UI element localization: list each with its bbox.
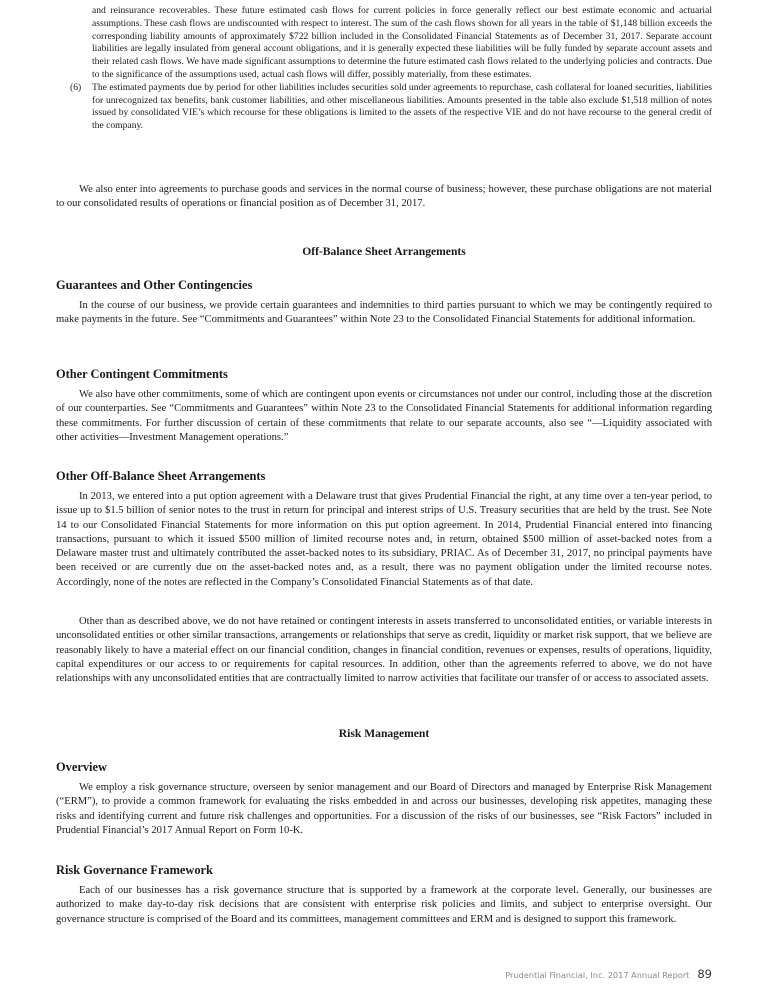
footnotes [56, 5, 712, 133]
heading-other-off-balance: Other Off-Balance Sheet Arrangements [56, 469, 266, 483]
contingent-commitments-paragraph: We also have other commitments, some of which are contingent upon events or circumstances not under our control, including those at the discretion of our counterparties. See “Commitments and Guarantees” within Note 23 to the Consolidated Financial Statements for additional information regarding these commitments. For further discussion of certain of these commitments that relate to our separate accounts, also see “—Liquidity associated with other activities—Investment Management operations.” [56, 389, 712, 443]
purchase-obligations-paragraph: We also enter into agreements to purchase goods and services in the normal course of business; however, these purchase obligations are not material to our consolidated results of operations or financial position as of December 31, 2017. [56, 184, 712, 210]
section-title-off-balance: Off-Balance Sheet Arrangements [302, 245, 466, 258]
footnote-continuation [56, 5, 712, 82]
other-off-balance-paragraph-1: In 2013, we entered into a put option agreement with a Delaware trust that gives Prudential Financial the right, at any time over a ten-year period, to issue up to $1.5 billion of senior notes to the trust in return for principal and interest strips of U.S. Treasury securities that are held by the trust. See Note 14 to our Consolidated Financial Statements for more information on this put option agreement. In 2014, Prudential Financial entered into financing transactions, pursuant to which it issued $500 million of limited recourse notes and, in return, obtained $500 million of asset-backed notes from a Delaware master trust and ultimately contributed the asset-backed notes to its subsidiary, PRIAC. As of December 31, 2017, no principal payments have been received or are currently due on the asset-backed notes and, as a result, there was no payment obligation under the limited recourse notes. Accordingly, none of the notes are reflected in the Company’s Consolidated Financial Statements as of that date. [56, 491, 712, 588]
other-off-balance-paragraph-2: Other than as described above, we do not have retained or contingent interests in assets transferred to unconsolidated entities, or variable interests in unconsolidated entities or other similar transactions, arrangements or relationships that serve as credit, liquidity or market risk support, that we believe are reasonably likely to have a material effect on our financial condition, changes in financial condition, revenues or expenses, results of operations, liquidity, capital expenditures or our access to or requirements for capital resources. In addition, other than the agreements referred to above, we do not have relationships with any unconsolidated entities that are contractually limited to narrow activities that facilitate our transfer of or access to associated assets. [56, 616, 712, 685]
overview-paragraph: We employ a risk governance structure, overseen by senior management and our Board of Directors and managed by Enterprise Risk Management (“ERM”), to provide a common framework for evaluating the risks embedded in and across our businesses, developing risk appetites, managing these risks and identifying current and future risk challenges and opportunities. For a discussion of the risks of our businesses, see “Risk Factors” included in Prudential Financial’s 2017 Annual Report on Form 10-K. [56, 782, 712, 836]
guarantees-paragraph: In the course of our business, we provide certain guarantees and indemnities to third parties pursuant to which we may be contingently required to make payments in the future. See “Commitments and Guarantees” within Note 23 to the Consolidated Financial Statements for additional information. [56, 300, 712, 326]
footnote-continuation-text: and reinsurance recoverables. These future estimated cash flows for current policies in force generally reflect our best estimate economic and actuarial assumptions. These cash flows are undiscounted with respect to interest. The sum of the cash flows shown for all years in the table of $1,148 billion exceeds the corresponding liability amounts of approximately $722 billion included in the Consolidated Financial Statements as of December 31, 2017. Separate account liabilities are legally insulated from general account obligations, and it is generally expected these liabilities will be fully funded by separate account assets and their related cash flows. We have made significant assumptions to determine the future estimated cash flows related to the underlying policies and contracts. Due to the significance of the assumptions used, actual cash flows will differ, possibly materially, from these estimates. [92, 5, 712, 80]
heading-overview: Overview [56, 760, 107, 774]
risk-governance-paragraph: Each of our businesses has a risk governance structure that is supported by a framework at the corporate level. Generally, our businesses are authorized to make day-to-day risk decisions that are consistent with enterprise risk policies and limits, and subject to enterprise oversight. Our governance structure is comprised of the Board and its committees, management committees and ERM and is designed to support this framework. [56, 885, 712, 925]
footnote-text: The estimated payments due by period for other liabilities includes securities sold under agreements to repurchase, cash collateral for loaned securities, liabilities for unrecognized tax benefits, bank customer liabilities, and other miscellaneous liabilities. Amounts presented in the table also exclude $1,518 million of notes issued by consolidated VIE’s which recourse for these obligations is limited to the assets of the respective VIE and do not have recourse to the general credit of the company. [92, 81, 712, 132]
footer-report-name: Prudential Financial, Inc. 2017 Annual Report [505, 970, 690, 980]
footnote-6 [56, 82, 712, 133]
footnote-number: (6) [70, 81, 82, 93]
page-number: 89 [697, 967, 712, 981]
heading-guarantees: Guarantees and Other Contingencies [56, 278, 253, 292]
heading-risk-governance: Risk Governance Framework [56, 863, 213, 877]
page-footer [505, 967, 712, 981]
heading-contingent-commitments: Other Contingent Commitments [56, 367, 228, 381]
section-title-risk-management: Risk Management [338, 727, 430, 740]
